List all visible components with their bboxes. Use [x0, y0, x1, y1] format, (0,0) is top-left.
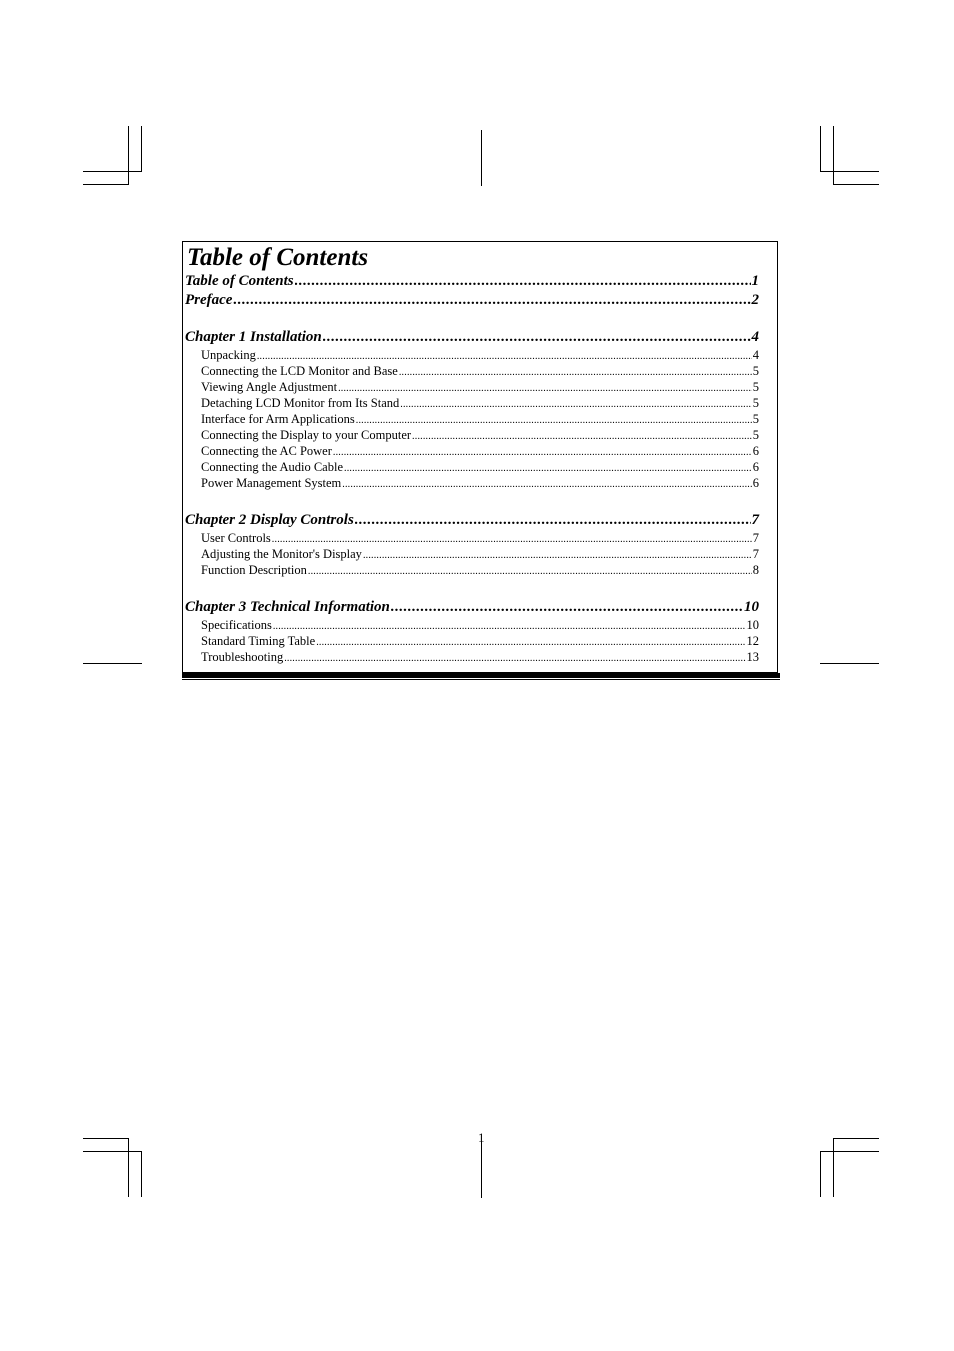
toc-subentry[interactable]	[185, 411, 759, 427]
toc-entry-table-of-contents[interactable]	[185, 272, 759, 291]
toc-entry-page: 2	[751, 292, 759, 308]
toc-subentry[interactable]	[185, 530, 759, 546]
toc-subentry[interactable]	[185, 379, 759, 395]
crop-mark	[141, 1151, 142, 1197]
crop-mark	[833, 1138, 834, 1197]
leader-dots	[400, 397, 752, 413]
page-title: Table of Contents	[187, 244, 369, 271]
toc-subentry[interactable]	[185, 546, 759, 562]
crop-mark	[83, 1151, 142, 1152]
rule-thin	[182, 679, 780, 680]
crop-mark	[128, 1138, 129, 1197]
toc-subentry[interactable]	[185, 395, 759, 411]
leader-dots	[344, 461, 752, 477]
toc-subentry[interactable]	[185, 475, 759, 491]
leader-dots	[355, 511, 751, 530]
toc-subentry-page: 5	[752, 380, 759, 394]
toc-subentry-label: Viewing Angle Adjustment	[201, 380, 338, 394]
leader-dots	[308, 564, 752, 580]
leader-dots	[342, 477, 751, 493]
toc-subentry-label: Connecting the Display to your Computer	[201, 428, 412, 442]
crop-mark	[83, 1138, 129, 1139]
toc-subentry[interactable]	[185, 633, 759, 649]
toc-subentry-page: 4	[752, 348, 759, 362]
toc-subentry-label: Standard Timing Table	[201, 634, 316, 648]
leader-dots	[295, 272, 751, 291]
toc-subentry-page: 6	[752, 444, 759, 458]
toc-subentry-label: Interface for Arm Applications	[201, 412, 355, 426]
crop-mark	[83, 663, 142, 664]
crop-mark	[83, 171, 142, 172]
crop-mark	[128, 126, 129, 185]
toc-subentry-page: 8	[752, 563, 759, 577]
leader-dots	[284, 651, 745, 667]
crop-mark	[83, 184, 129, 185]
leader-dots	[399, 365, 752, 381]
toc-subentry-label: Adjusting the Monitor's Display	[201, 547, 362, 561]
toc-subentry-label: Specifications	[201, 618, 272, 632]
crop-mark	[481, 130, 482, 186]
leader-dots	[412, 429, 752, 445]
toc-subentry-page: 5	[752, 364, 759, 378]
toc-subentry-label: Troubleshooting	[201, 650, 284, 664]
toc-entry-page: 1	[751, 273, 759, 289]
crop-mark	[833, 1138, 879, 1139]
toc-chapter-2[interactable]	[185, 511, 759, 530]
toc-chapter-label: Chapter 1 Installation	[185, 329, 322, 345]
toc-subentry-page: 13	[746, 650, 759, 664]
toc-subentry-label: Connecting the Audio Cable	[201, 460, 343, 474]
toc-subentry-page: 6	[752, 476, 759, 490]
crop-mark	[481, 1142, 482, 1198]
toc-entry-label: Table of Contents	[185, 273, 294, 289]
toc-subentry[interactable]	[185, 363, 759, 379]
toc-subentry[interactable]	[185, 459, 759, 475]
leader-dots	[333, 445, 752, 461]
toc-subentry-label: Function Description	[201, 563, 307, 577]
toc-subentry-page: 10	[746, 618, 759, 632]
toc-subentry-page: 7	[752, 531, 759, 545]
table-of-contents	[182, 241, 778, 673]
toc-subentry-page: 5	[752, 428, 759, 442]
crop-mark	[820, 1151, 821, 1197]
toc-entry-preface[interactable]	[185, 291, 759, 310]
leader-dots	[363, 548, 752, 564]
toc-subentry-page: 12	[746, 634, 759, 648]
crop-mark	[833, 126, 834, 185]
toc-subentry-label: Connecting the LCD Monitor and Base	[201, 364, 398, 378]
toc-chapter-3[interactable]	[185, 598, 759, 617]
toc-chapter-1[interactable]	[185, 328, 759, 347]
rule-thick	[182, 673, 780, 678]
toc-subentry-label: Unpacking	[201, 348, 256, 362]
crop-mark	[141, 126, 142, 172]
toc-chapter-label: Chapter 3 Technical Information	[185, 599, 390, 615]
toc-subentry-page: 6	[752, 460, 759, 474]
crop-mark	[833, 184, 879, 185]
toc-subentry-label: User Controls	[201, 531, 271, 545]
page-number: 1	[478, 1130, 485, 1145]
crop-mark	[820, 1151, 879, 1152]
toc-entry-label: Preface	[185, 292, 233, 308]
leader-dots	[273, 619, 746, 635]
toc-subentry-page: 5	[752, 396, 759, 410]
toc-subentry[interactable]	[185, 617, 759, 633]
leader-dots	[233, 291, 750, 310]
leader-dots	[316, 635, 745, 651]
toc-subentry-label: Detaching LCD Monitor from Its Stand	[201, 396, 400, 410]
toc-subentry[interactable]	[185, 562, 759, 578]
toc-subentry[interactable]	[185, 649, 759, 665]
toc-subentry[interactable]	[185, 443, 759, 459]
crop-mark	[820, 663, 879, 664]
leader-dots	[356, 413, 752, 429]
leader-dots	[338, 381, 752, 397]
toc-chapter-page: 10	[744, 599, 759, 615]
leader-dots	[323, 328, 751, 347]
toc-subentry[interactable]	[185, 347, 759, 363]
toc-chapter-page: 7	[751, 512, 759, 528]
toc-chapter-label: Chapter 2 Display Controls	[185, 512, 354, 528]
toc-subentry-page: 5	[752, 412, 759, 426]
toc-subentry[interactable]	[185, 427, 759, 443]
crop-mark	[820, 171, 879, 172]
crop-mark	[820, 126, 821, 172]
toc-subentry-page: 7	[752, 547, 759, 561]
toc-chapter-page: 4	[751, 329, 759, 345]
toc-subentry-label: Power Management System	[201, 476, 342, 490]
toc-subentry-label: Connecting the AC Power	[201, 444, 332, 458]
leader-dots	[391, 598, 743, 617]
